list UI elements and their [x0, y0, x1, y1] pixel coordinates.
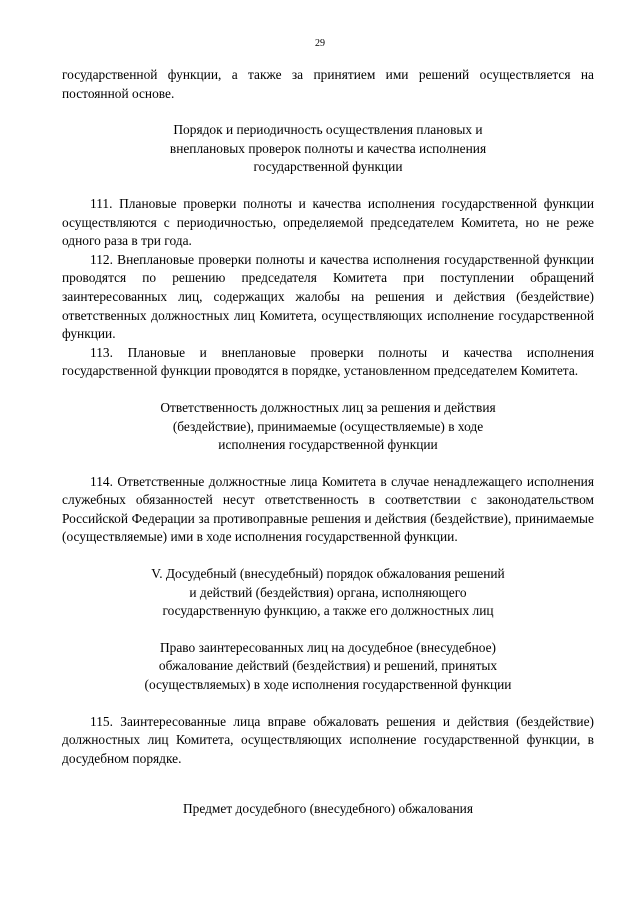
paragraph-113: 113. Плановые и внеплановые проверки полноты и качества исполнения государственной функции проводятся в порядке, установленном председателем Комитета.	[62, 344, 594, 379]
section-heading-appeal-subject: Предмет досудебного (внесудебного) обжалования	[182, 801, 474, 817]
spacer	[62, 621, 594, 639]
paragraph-114: 114. Ответственные должностные лица Комитета в случае ненадлежащего исполнения служебных обязанностей несут ответственность в соответствии с законодательством Российской Федерации за противоправные решения и действия (бездействие), принимаемые (осуществляемые) ими в ходе исполнения государственной функции.	[62, 473, 594, 545]
page-number: 29	[315, 38, 325, 49]
spacer	[62, 177, 594, 195]
paragraph-111: 111. Плановые проверки полноты и качества исполнения государственной функции осуществляются с периодичностью, определяемой председателем Комитета, но не реже одного раза в три года.	[62, 195, 594, 249]
document-body	[62, 66, 594, 819]
paragraph-112: 112. Внеплановые проверки полноты и качества исполнения государственной функции проводятся по решению председателя Комитета при поступлении обращений заинтересованных лиц, содержащих жалобы на решения и действия (бездействие) ответственных должностных лиц Комитета, осуществляющих исполнение государственной функции.	[62, 251, 594, 342]
spacer	[62, 547, 594, 565]
spacer	[62, 695, 594, 713]
spacer	[62, 103, 594, 121]
section-heading-appeal-right: Право заинтересованных лиц на досудебное (внесудебное) обжалование действий (бездействия) и решений, принятых (осуществляемых) в ходе исполнения государственной функции	[144, 639, 512, 693]
intro-paragraph: государственной функции, а также за принятием ими решений осуществляется на постоянной основе.	[62, 67, 594, 101]
paragraph-115: 115. Заинтересованные лица вправе обжаловать решения и действия (бездействие) должностных лиц Комитета, осуществляющих исполнение государственной функции, в досудебном порядке.	[62, 713, 594, 766]
chapter-heading-v: V. Досудебный (внесудебный) порядок обжалования решений и действий (бездействия) органа, исполняющего государственную функцию, а также его должностных лиц	[151, 566, 505, 619]
section-heading-responsibility: Ответственность должностных лиц за решения и действия (бездействие), принимаемые (осуществляемые) в ходе исполнения государственной функции	[160, 399, 496, 453]
spacer	[62, 768, 594, 800]
section-heading-inspections: Порядок и периодичность осуществления плановых и внеплановых проверок полноты и качества исполнения государственной функции	[169, 122, 487, 175]
spacer	[62, 381, 594, 399]
spacer	[62, 455, 594, 473]
